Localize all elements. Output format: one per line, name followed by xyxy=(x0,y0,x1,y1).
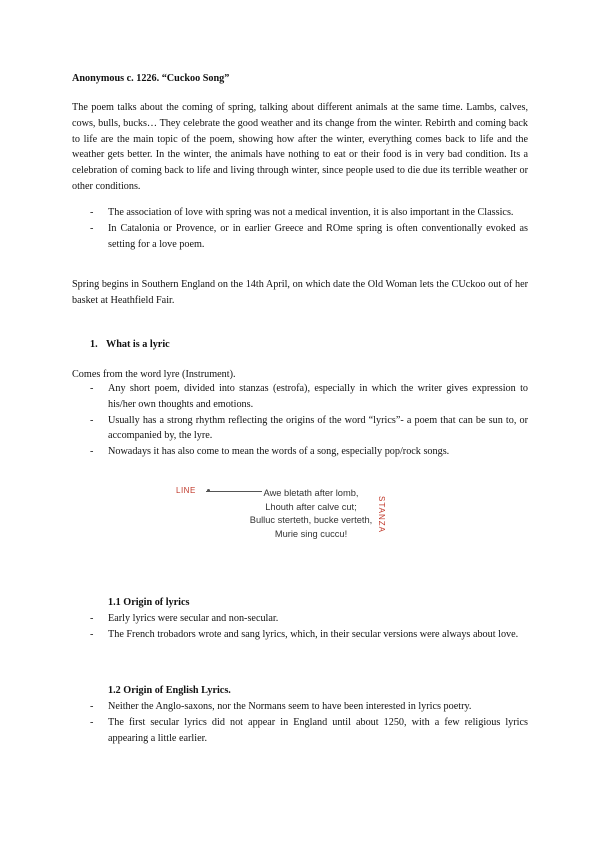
list-item: - Usually has a strong rhythm reflecting the origins of the word “lyrics”- a poem that can be sun to, or accompanied by, the lyre. xyxy=(90,414,528,442)
document-title: Anonymous c. 1226. “Cuckoo Song” xyxy=(72,73,230,84)
stanza-diagram xyxy=(176,482,416,546)
verse-line: Murie sing cuccu! xyxy=(274,528,348,539)
verse-line: Lhouth after calve cut; xyxy=(265,501,357,512)
section-1-heading: 1. What is a lyric xyxy=(90,339,170,350)
verse-line: Awe bletath after lomb, xyxy=(263,488,359,498)
intro-paragraph: The poem talks about the coming of spring, talking about different animals at the same time. Lambs, calves, cows, bulls, bucks… They celebrate the good weather and its change from the winter. Rebirth and coming back to life are the main topic of the poem, showing how after the winter, everything comes back to life and the weather gets better. In the winter, the animals have nothing to eat or their food is in very bad condition. Its a celebration of coming back to life and living through winter, since people used to die due its terrible weather or other conditions. xyxy=(72,102,528,192)
stanza-label: STANZA xyxy=(377,496,386,533)
list-item: - Any short poem, divided into stanzas (estrofa), especially in which the writer gives expression to his/her own thoughts and emotions. xyxy=(90,383,528,410)
english-lyrics-bullet-list xyxy=(72,699,528,746)
list-item: - The French trobadors wrote and sang lyrics, which, in their secular versions were always about love. xyxy=(90,628,519,640)
verse-line: Bulluc sterteth, bucke verteth, xyxy=(249,515,373,526)
spring-paragraph: Spring begins in Southern England on the 14th April, on which date the Old Woman lets the CUckoo out of her basket at Heathfield Fair. xyxy=(72,279,528,306)
list-item: - Neither the Anglo-saxons, nor the Normans seem to have been interested in lyrics poetry. xyxy=(90,701,472,712)
origin-bullet-list xyxy=(72,611,528,643)
spring-bullet-list xyxy=(72,205,528,252)
lyric-lead: Comes from the word lyre (Instrument). xyxy=(72,369,236,380)
list-item: - In Catalonia or Provence, or in earlier Greece and ROme spring is often conventionally evoked as setting for a love poem. xyxy=(90,222,528,250)
line-label: LINE xyxy=(176,486,196,495)
list-item: - Early lyrics were secular and non-secular. xyxy=(90,613,279,624)
list-item: - The association of love with spring was not a medical invention, it is also important in the Classics. xyxy=(90,207,514,218)
lyric-bullet-list xyxy=(72,381,528,460)
section-1-1-heading: 1.1 Origin of lyrics xyxy=(108,597,190,608)
section-1-2-heading: 1.2 Origin of English Lyrics. xyxy=(108,685,231,696)
list-item: - The first secular lyrics did not appear in England until about 1250, with a few religious lyrics appearing a little earlier. xyxy=(90,716,528,744)
verse-block xyxy=(236,487,386,541)
list-item: - Nowadays it has also come to mean the words of a song, especially pop/rock songs. xyxy=(90,446,450,458)
